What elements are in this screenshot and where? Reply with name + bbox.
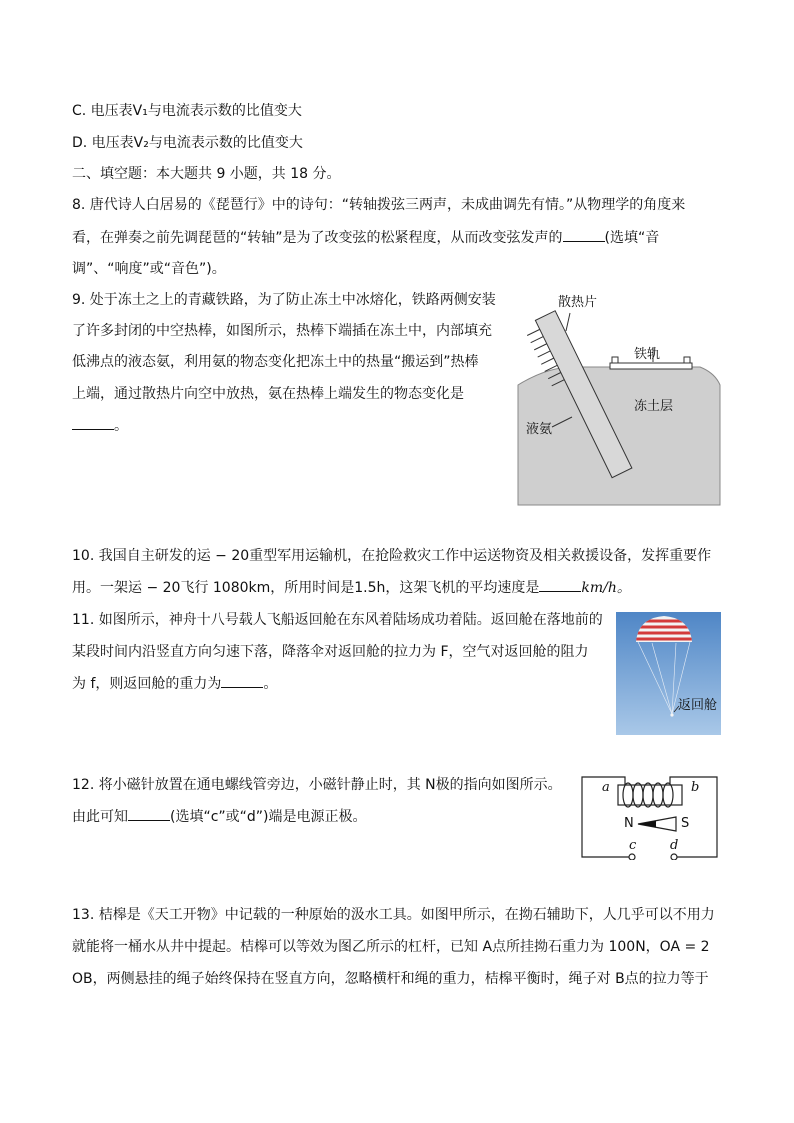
q10-line-1: 10. 我国自主研发的运 − 20重型军用运输机，在抢险救灾工作中运送物资及相关救援设备，发挥重要作 [72, 548, 712, 564]
q11-text-b: 。 [263, 676, 278, 692]
q12-answer-blank[interactable] [128, 806, 170, 821]
option-c: C. 电压表V₁与电流表示数的比值变大 [72, 103, 302, 119]
q13-line-2: 就能将一桶水从井中提起。桔槔可以等效为图乙所示的杠杆，已知 A点所挂拗石重力为 100N，OA = 2 [72, 939, 710, 955]
solenoid-figure [580, 775, 720, 860]
q12-line-1: 12. 将小磁针放置在通电螺线管旁边，小磁针静止时，其 N极的指向如图所示。 [72, 777, 562, 793]
capsule-photo [616, 612, 721, 735]
q13-line-3: OB，两侧悬挂的绳子始终保持在竖直方向，忽略横杆和绳的重力，桔槔平衡时，绳子对 B点的拉力等于 [72, 971, 709, 987]
label-liquid-ammonia: 液氨 [526, 422, 553, 437]
q12-text-b: (选填“c”或“d”)端是电源正极。 [170, 809, 367, 825]
q9-answer-blank[interactable] [72, 415, 114, 430]
label-end-a: a [602, 780, 610, 795]
return-capsule-figure [616, 612, 721, 735]
label-end-b: b [691, 780, 700, 795]
q8-line-2 [72, 227, 659, 248]
q8-line-1: 8. 唐代诗人白居易的《琵琶行》中的诗句：“转轴拨弦三两声，未成曲调先有情。”从物理学的角度来 [72, 197, 686, 213]
q9-line-2: 了许多封闭的中空热棒，如图所示，热棒下端插在冻土中，内部填充 [72, 323, 492, 339]
q9-line-5 [72, 415, 128, 436]
label-rail: 铁轨 [634, 347, 661, 362]
label-terminal-d: d [670, 838, 679, 853]
q8-answer-blank[interactable] [563, 227, 605, 242]
q8-text-a: 看，在弹奏之前先调琵琶的“转轴”是为了改变弦的松紧程度，从而改变弦发声的 [72, 230, 563, 246]
label-fins: 散热片 [558, 295, 598, 310]
q11-line-3 [72, 673, 277, 694]
q9-line-4: 上端，通过散热片向空中放热，氨在热棒上端发生的物态变化是 [72, 386, 464, 402]
railway-heat-pipe-figure [510, 285, 725, 510]
q10-text-b: km/h。 [581, 580, 631, 596]
q11-line-1: 11. 如图所示，神舟十八号载人飞船返回舱在东风着陆场成功着陆。返回舱在落地前的 [72, 612, 603, 628]
q9-text-end: 。 [114, 418, 128, 434]
q10-line-2 [72, 577, 631, 598]
q12-line-2 [72, 806, 367, 827]
railway-diagram [510, 285, 725, 510]
q11-line-2: 某段时间内沿竖直方向匀速下落，降落伞对返回舱的拉力为 F，空气对返回舱的阻力 [72, 644, 589, 660]
q13-line-1: 13. 桔槔是《天工开物》中记载的一种原始的汲水工具。如图甲所示，在拗石辅助下，人几乎可以不用力 [72, 907, 715, 923]
q8-text-b: (选填“音 [604, 230, 660, 246]
label-north: N [624, 816, 634, 831]
section-heading: 二、填空题：本大题共 9 小题，共 18 分。 [72, 166, 341, 182]
option-d: D. 电压表V₂与电流表示数的比值变大 [72, 135, 303, 151]
q9-line-1: 9. 处于冻土之上的青藏铁路，为了防止冻土中冰熔化，铁路两侧安装 [72, 292, 496, 308]
label-terminal-c: c [629, 838, 637, 853]
q11-text-a: 为 f，则返回舱的重力为 [72, 676, 222, 692]
q12-text-a: 由此可知 [72, 809, 128, 825]
q9-line-3: 低沸点的液态氨，利用氨的物态变化把冻土中的热量“搬运到”热棒 [72, 354, 479, 370]
q8-line-3: 调”、“响度”或“音色”)。 [72, 261, 226, 277]
label-return-capsule: 返回舱 [678, 698, 718, 713]
q10-answer-blank[interactable] [539, 577, 581, 592]
q10-text-a: 用。一架运 − 20飞行 1080km，所用时间是1.5h，这架飞机的平均速度是 [72, 580, 540, 596]
label-south: S [681, 816, 690, 831]
label-frozen-soil: 冻土层 [634, 399, 674, 414]
q11-answer-blank[interactable] [221, 673, 263, 688]
